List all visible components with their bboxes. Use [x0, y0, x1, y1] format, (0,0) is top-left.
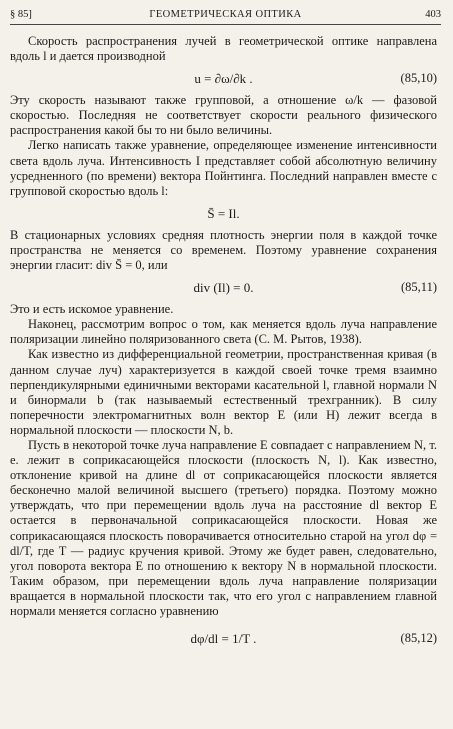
equation-formula: u = ∂ω/∂k . [194, 71, 253, 87]
equation [10, 623, 437, 653]
paragraph: Легко написать также уравнение, определяющее изменение интенсивности света вдоль луча. Интенсивность I представляет собой абсолютную величину усредненного (по времени) вектора Пойнтинга. Последний направлен вместе с групповой скоростью вдоль l: [10, 138, 437, 198]
equation-number: (85,11) [401, 280, 437, 295]
paragraph: Как известно из дифференциальной геометрии, пространственная кривая (в данном случае луч) характеризуется в каждой своей точке тремя взаимно перпендикулярными единичными векторами касательной l, главной нормали N и бинормали b (так называемый естественный трехгранник). В силу поперечности электромагнитных волн вектор E (или H) лежит всегда в нормальной плоскости — плоскости N, b. [10, 347, 437, 437]
header-rule [10, 24, 441, 25]
equation-formula: dφ/dl = 1/T . [190, 631, 257, 647]
running-header [10, 9, 441, 23]
chapter-title: ГЕОМЕТРИЧЕСКАЯ ОПТИКА [149, 9, 302, 20]
equation-formula: div (Il) = 0. [193, 280, 254, 296]
paragraph: Пусть в некоторой точке луча направление E совпадает с направлением N, т. е. лежит в соприкасающейся плоскости (плоскость N, l). Как известно, отклонение кривой на длине dl от соприкасающейся плоскости является бесконечно малой величиной высшего (третьего) порядка. Поэтому можно утверждать, что при перемещении вдоль луча на расстояние dl вектор E остается в первоначальной соприкасающейся плоскости. Новая же соприкасающаяся плоскость поворачивается относительно старой на угол dφ = dl/T, где T — радиус кручения кривой. Этому же будет равен, следовательно, угол поворота вектора E по отношению к вектору N в нормальной плоскости. Таким образом, при перемещении вдоль луча направление поляризации вращается в нормальной плоскости так, что его угол с направлением главной нормали меняется согласно уравнению [10, 437, 437, 618]
page-number: 403 [425, 9, 441, 20]
paragraph: Это и есть искомое уравнение. [10, 302, 174, 317]
equation [10, 203, 437, 226]
paragraph: Наконец, рассмотрим вопрос о том, как меняется вдоль луча направление поляризации линейно поляризованного света (С. М. Рытов, 1938). [10, 317, 437, 347]
page-body [10, 34, 437, 655]
equation [10, 68, 437, 91]
section-marker: § 85] [10, 9, 32, 20]
paragraph: В стационарных условиях средняя плотность энергии поля в каждой точке пространства не меняется со временем. Поэтому уравнение сохранения энергии гласит: div S̄ = 0, или [10, 227, 437, 273]
paragraph: Скорость распространения лучей в геометрической оптике направлена вдоль l и дается производной [10, 34, 437, 64]
equation [10, 277, 437, 300]
paragraph: Эту скорость называют также групповой, а отношение ω/k — фазовой скоростью. Последняя не соответствует скорости реального физического распространения какой бы то ни было величины. [10, 93, 437, 138]
equation-number: (85,12) [400, 631, 437, 646]
equation-number: (85,10) [400, 71, 437, 86]
equation-formula: S̄ = Il. [207, 205, 240, 221]
